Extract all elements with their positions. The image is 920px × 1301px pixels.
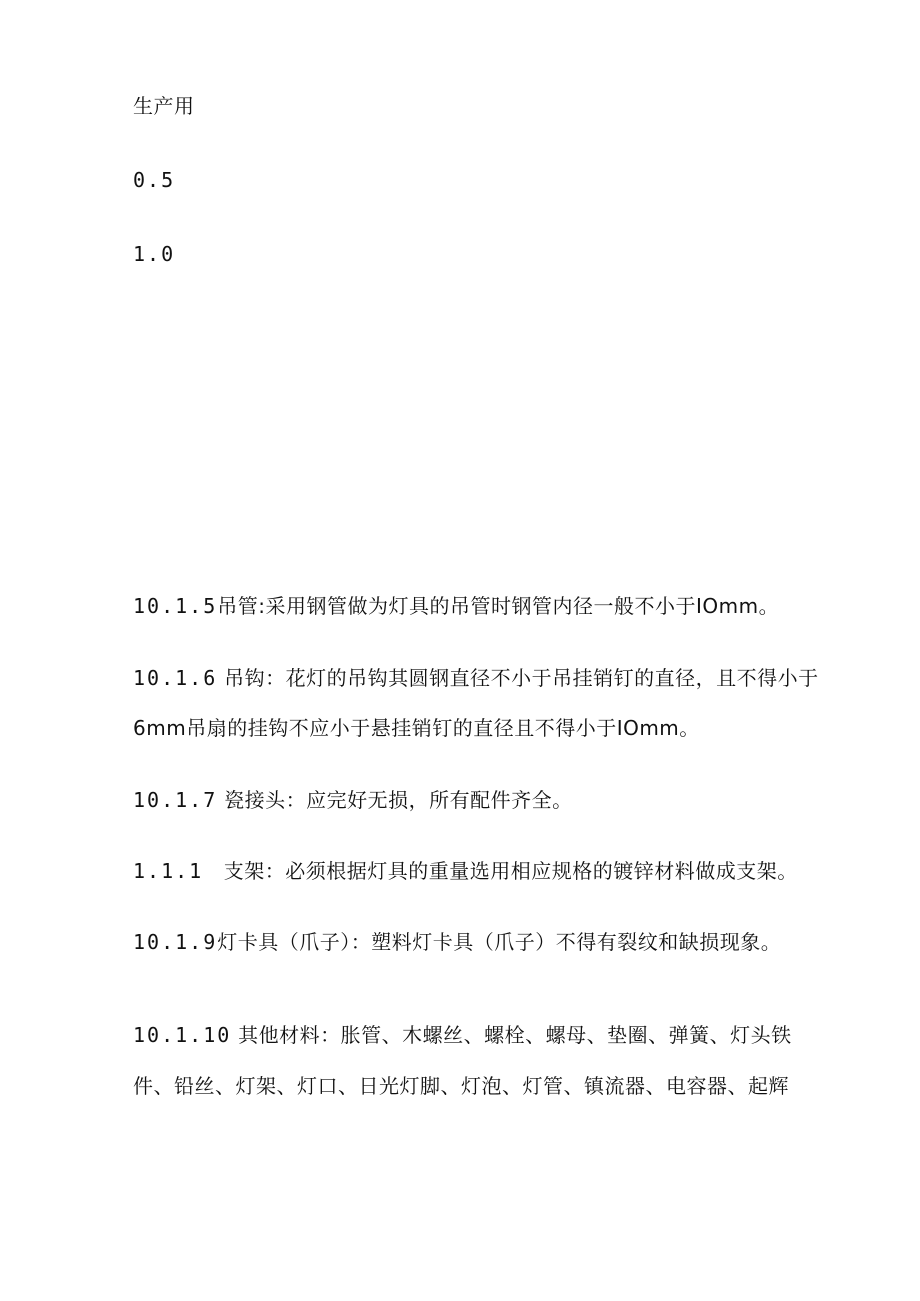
section-10-1-9	[133, 928, 781, 956]
section-text: 瓷接头：应完好无损，所有配件齐全。	[224, 788, 573, 812]
section-text: 其他材料：胀管、木螺丝、螺栓、螺母、垫圈、弹簧、灯头铁	[238, 1023, 792, 1047]
label-text: 生产用	[133, 94, 195, 118]
value-text: 1.0	[133, 242, 176, 266]
section-text: 吊钩：花灯的吊钩其圆钢直径不小于吊挂销钉的直径，且不得小于	[224, 666, 819, 690]
section-1-1-1	[133, 857, 798, 885]
section-text: 支架：必须根据灯具的重量选用相应规格的镀锌材料做成支架。	[223, 859, 798, 883]
section-10-1-10-continuation	[133, 1072, 789, 1100]
label-production-use	[133, 92, 195, 120]
section-number: 10.1.5	[133, 594, 218, 618]
section-text: 灯卡具（爪子）：塑料灯卡具（爪子）不得有裂纹和缺损现象。	[217, 930, 782, 954]
section-10-1-7	[133, 786, 573, 814]
section-text: 吊管:采用钢管做为灯具的吊管时钢管内径一般不小于IOmm。	[217, 594, 780, 618]
section-number: 1.1.1	[133, 859, 204, 883]
section-number: 10.1.9	[133, 930, 218, 954]
section-10-1-10	[133, 1021, 792, 1049]
section-number: 10.1.10	[133, 1023, 232, 1047]
section-10-1-6	[133, 664, 819, 692]
section-number: 10.1.7	[133, 788, 218, 812]
section-text-continuation: 6mm吊扇的挂钩不应小于悬挂销钉的直径且不得小于IOmm。	[133, 716, 700, 740]
section-number: 10.1.6	[133, 666, 218, 690]
value-text: 0.5	[133, 168, 176, 192]
section-10-1-6-continuation	[133, 714, 700, 742]
value-line-1	[133, 166, 175, 194]
section-text-continuation: 件、铅丝、灯架、灯口、日光灯脚、灯泡、灯管、镇流器、电容器、起辉	[133, 1074, 789, 1098]
section-10-1-5	[133, 592, 779, 620]
value-line-2	[133, 240, 175, 268]
